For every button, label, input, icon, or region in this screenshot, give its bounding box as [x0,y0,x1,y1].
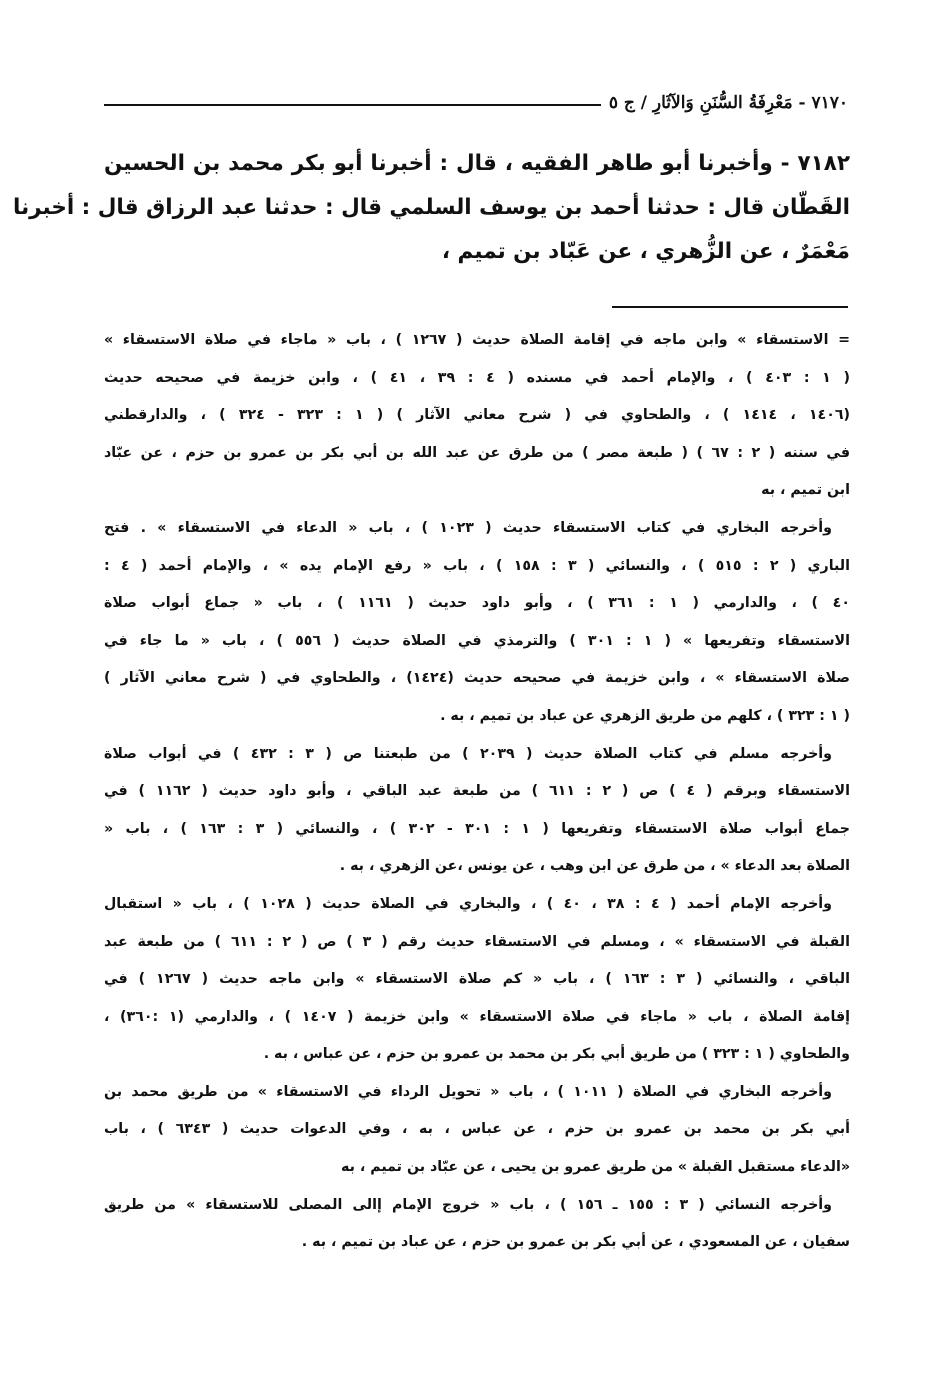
footnote-separator [612,306,848,308]
footnote-line: ( ١ : ٤٠٣ ) ، والإمام أحمد في مسنده ( ٤ : ٣٩ ، ٤١ ) ، وابن خزيمة في صحيحه حديث [104,369,850,386]
footnote-line: الباري ( ٢ : ٥١٥ ) ، والنسائي ( ٣ : ١٥٨ ) ، باب « رفع الإمام يده » ، والإمام أحمد ( ٤ : [104,557,850,574]
running-header-title: ٧١٧٠ - مَعْرِفَةُ السُّنَنِ وَالآثَارِ / ج ٥ [608,93,848,113]
footnote-line: الصلاة بعد الدعاء » ، من طرق عن ابن وهب ، عن يونس ،عن الزهري ، به . [339,858,850,875]
footnote-line: أبي بكر بن محمد بن عمرو بن حزم ، عن عباس ، به ، وفي الدعوات حديث ( ٦٣٤٣ ) ، باب [104,1121,850,1138]
footnote-line: وأخرجه النسائي ( ٣ : ١٥٥ ـ ١٥٦ ) ، باب « خروج الإمام إالى المصلى للاستسقاء » من طريق [104,1196,832,1213]
hadith-line: مَعْمَرٌ ، عن الزُّهري ، عن عَبّاد بن تميم ، [441,239,850,264]
footnote-line: سفيان ، عن المسعودي ، عن أبي بكر بن عمرو بن حزم ، عن عباد بن تميم ، به . [301,1234,850,1251]
footnote-line: ٤٠ ) ، والدارمي ( ١ : ٣٦١ ) ، وأبو داود حديث ( ١١٦١ ) ، باب « جماع أبواب صلاة [104,595,850,612]
footnotes [104,322,850,1262]
footnote-line: وأخرجه البخاري في الصلاة ( ١٠١١ ) ، باب « تحويل الرداء في الاستسقاء » من طريق محمد بن [104,1083,832,1100]
footnote-line: ( ١ : ٣٢٣ ) ، كلهم من طريق الزهري عن عباد بن تميم ، به . [440,707,850,724]
footnote-line: إقامة الصلاة ، باب « ماجاء في صلاة الاستسقاء » وابن خزيمة ( ١٤٠٧ ) ، والدارمي (١ :٣٦٠) ، [104,1008,850,1025]
footnote-line: وأخرجه مسلم في كتاب الصلاة حديث ( ٢٠٣٩ ) من طبعتنا ص ( ٣ : ٤٣٢ ) في أبواب صلاة [104,745,832,762]
footnote-line: والطحاوي ( ١ : ٣٢٣ ) من طريق أبي بكر بن محمد بن عمرو بن حزم ، عن عباس ، به . [263,1046,850,1063]
hadith-text [13,142,850,274]
footnote-line: جماع أبواب صلاة الاستسقاء وتفريعها ( ١ : ٣٠١ - ٣٠٢ ) ، والنسائي ( ٣ : ١٦٣ ) ، باب « [104,820,850,837]
footnote-line: (١٤٠٦ ، ١٤١٤ ) ، والطحاوي في ( شرح معاني الآثار ) ( ١ : ٣٢٣ - ٣٢٤ ) ، والدارقطني [104,407,850,424]
footnote-line: وأخرجه الإمام أحمد ( ٤ : ٣٨ ، ٤٠ ) ، والبخاري في الصلاة حديث ( ١٠٢٨ ) ، باب « استقبال [104,895,832,912]
footnote-line: «الدعاء مستقبل القبلة » من طريق عمرو بن يحيى ، عن عبّاد بن تميم ، به [341,1159,850,1176]
page-header [104,88,848,118]
footnote-line: القبلة في الاستسقاء » ، ومسلم في الاستسقاء حديث رقم ( ٣ ) ص ( ٢ : ٦١١ ) من طبعة عبد [104,933,850,950]
hadith-line: ٧١٨٢ - وأخبرنا أبو طاهر الفقيه ، قال : أخبرنا أبو بكر محمد بن الحسين [104,151,850,176]
footnote-line: الباقي ، والنسائي ( ٣ : ١٦٣ ) ، باب « كم صلاة الاستسقاء » وابن ماجه حديث ( ١٢٦٧ ) في [104,971,850,988]
footnote-line: الاستسقاء وتفريعها » ( ١ : ٣٠١ ) والترمذي في الصلاة حديث ( ٥٥٦ ) ، باب « ما جاء في [104,632,850,649]
footnote-line: وأخرجه البخاري في كتاب الاستسقاء حديث ( ١٠٢٣ ) ، باب « الدعاء في الاستسقاء » . فتح [104,519,832,536]
footnote-line: في سننه ( ٢ : ٦٧ ) ( طبعة مصر ) من طرق عن عبد الله بن أبي بكر بن عمرو بن حزم ، عن عبّاد [104,444,850,461]
footnote-line: صلاة الاستسقاء » ، وابن خزيمة في صحيحه حديث (١٤٢٤) ، والطحاوي في ( شرح معاني الآثار ) [104,670,850,687]
footnote-line: ابن تميم ، به [761,482,850,499]
header-rule [104,104,601,106]
hadith-line: القَطّان قال : حدثنا أحمد بن يوسف السلمي قال : حدثنا عبد الرزاق قال : أخبرنا [13,195,850,220]
footnote-line: الاستسقاء وبرقم ( ٤ ) ص ( ٢ : ٦١١ ) من طبعة عبد الباقي ، وأبو داود حديث ( ١١٦٢ ) في [104,783,850,800]
footnote-line: = الاستسقاء » وابن ماجه في إقامة الصلاة حديث ( ١٢٦٧ ) ، باب « ماجاء في صلاة الاستسقاء » [104,332,850,348]
